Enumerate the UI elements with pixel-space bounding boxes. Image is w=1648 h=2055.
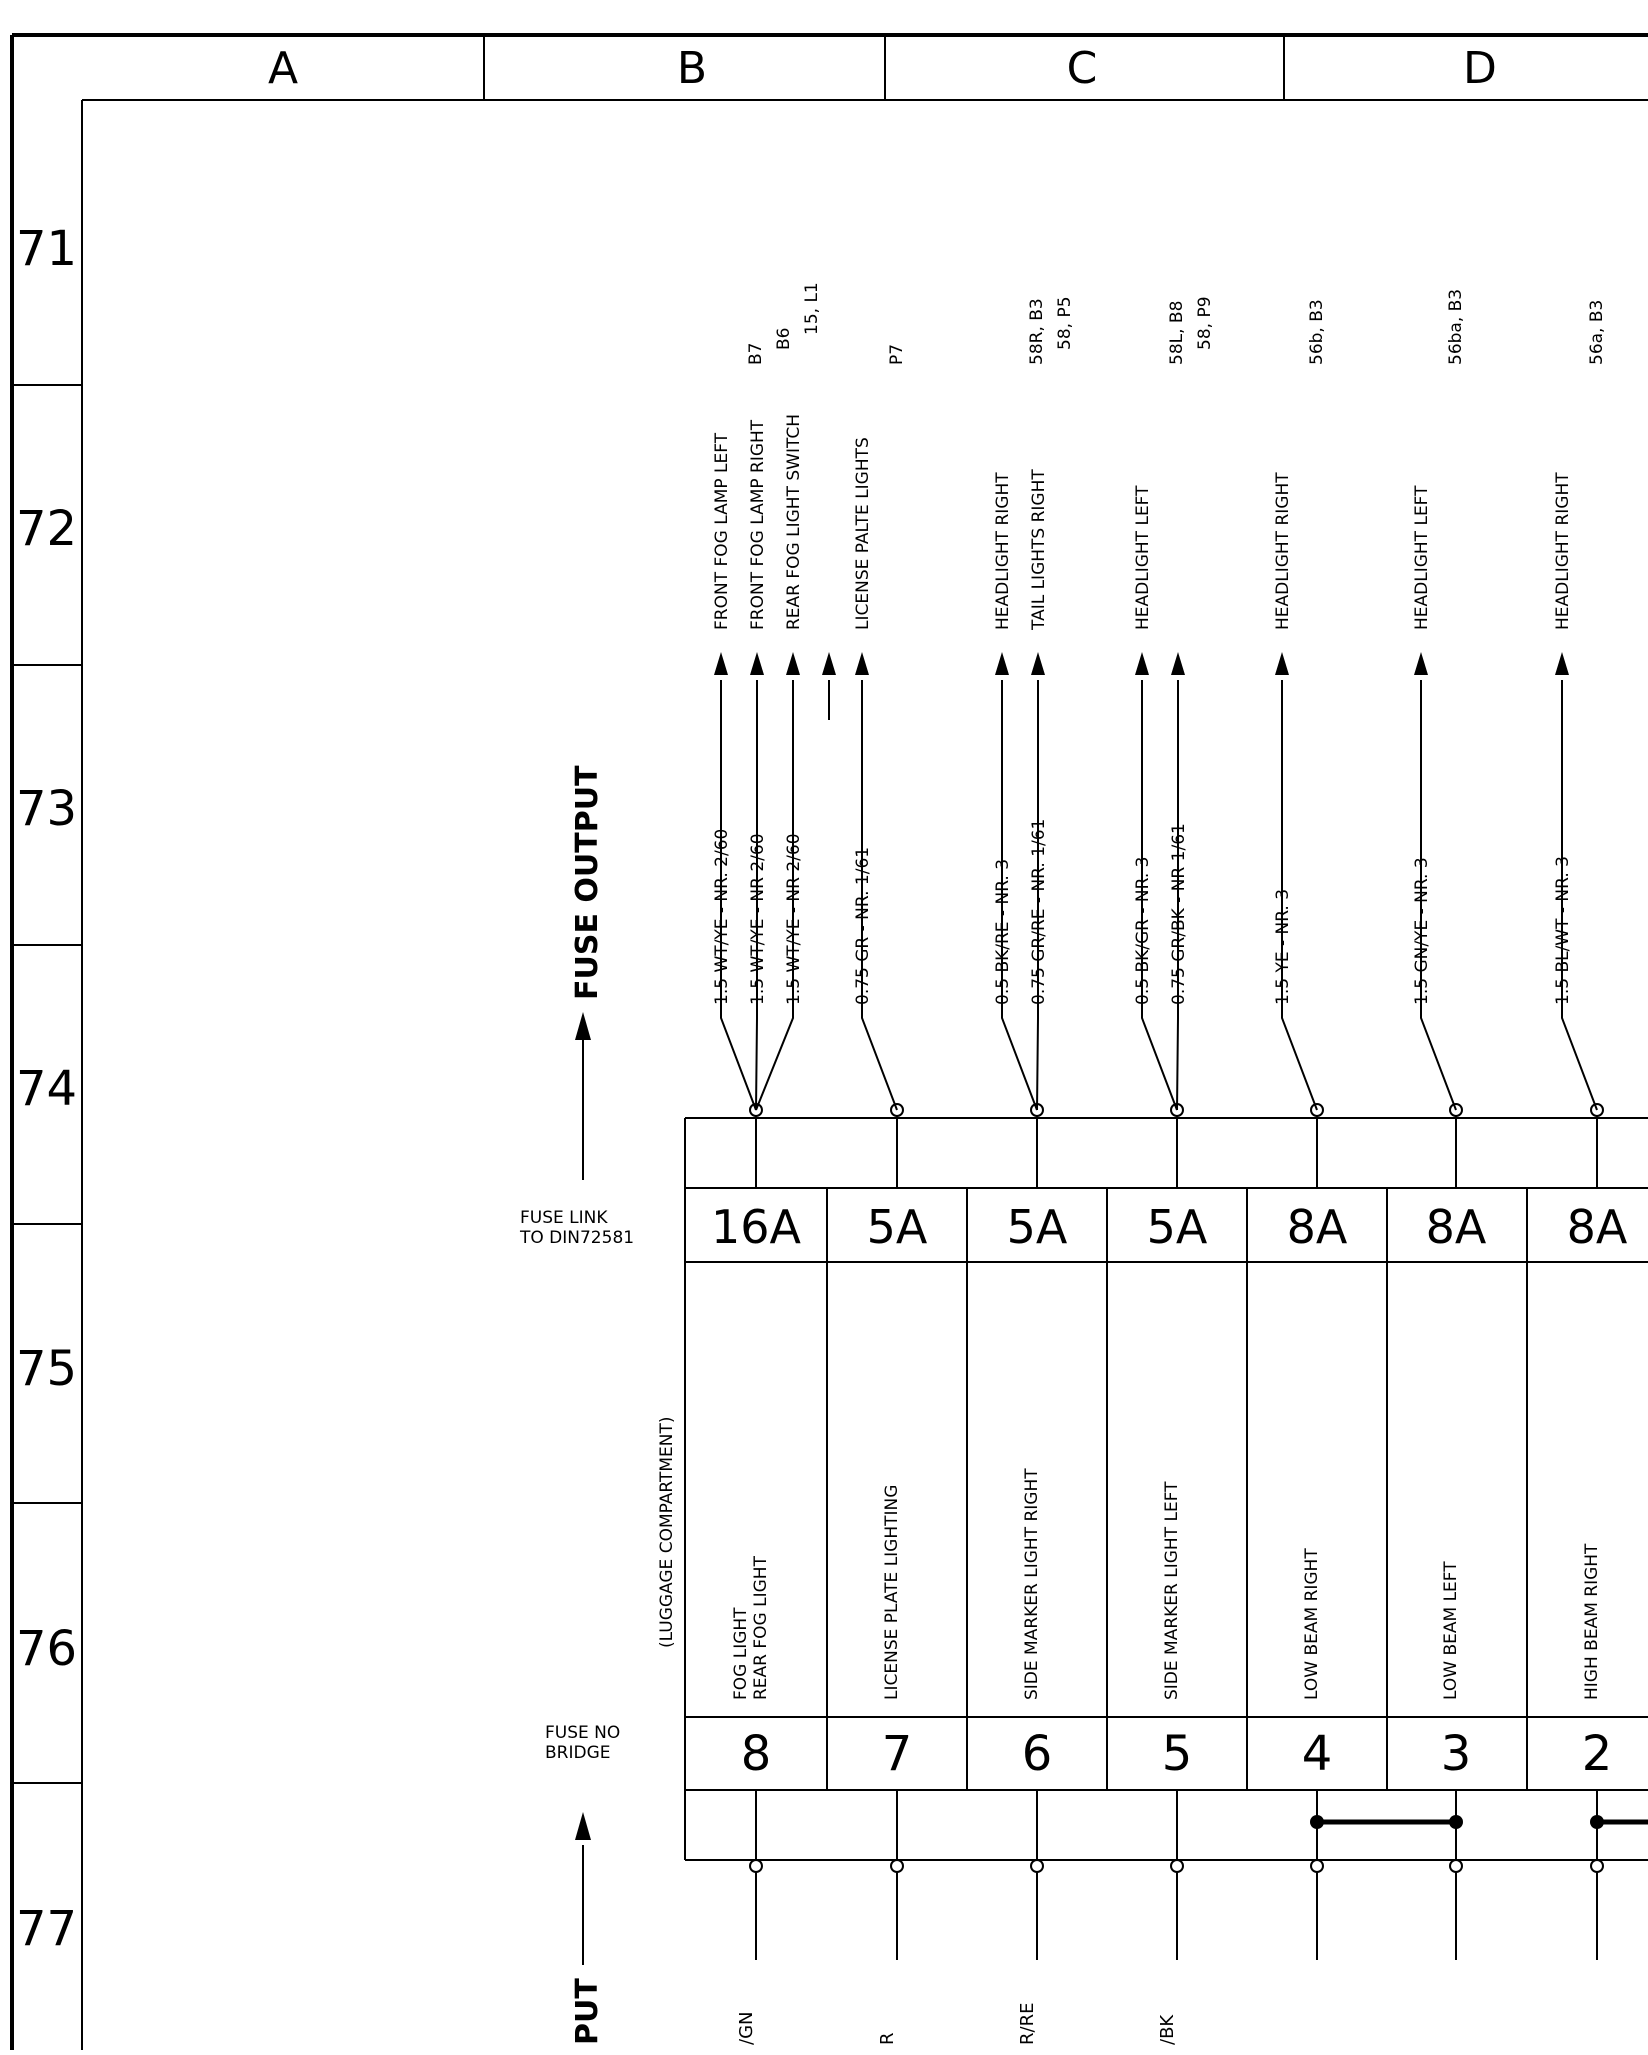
- fuse-link-note: [519, 1208, 634, 1248]
- column-headers: [268, 43, 1497, 94]
- arrow-up: [1171, 652, 1185, 675]
- column-letter-d: D: [1463, 43, 1497, 94]
- terminal-bottom: [1591, 1860, 1603, 1872]
- destination-label: HEADLIGHT RIGHT: [1553, 472, 1573, 630]
- fuse-number: 6: [1021, 1726, 1053, 1782]
- fuse-description: SIDE MARKER LIGHT RIGHT: [1022, 1468, 1042, 1700]
- arrow-up: [1135, 652, 1149, 675]
- arrow-up: [1275, 652, 1289, 675]
- column-letter-a: A: [267, 43, 299, 94]
- row-number-76: 76: [16, 1621, 78, 1677]
- reference-label: B7: [746, 342, 766, 365]
- fuse-description: REAR FOG LIGHT: [751, 1556, 771, 1700]
- destination-label: FRONT FOG LAMP RIGHT: [748, 419, 768, 630]
- terminal-bottom: [1031, 1860, 1043, 1872]
- destination-label: HEADLIGHT LEFT: [1412, 485, 1432, 630]
- fuse-number: 7: [881, 1726, 913, 1782]
- wire-label: 1.5 WT/YE - NR 2/60: [748, 833, 768, 1005]
- row-number-74: 74: [16, 1061, 78, 1117]
- wire-label: 0.5 BK/RE - NR. 3: [993, 858, 1013, 1005]
- arrow-up: [822, 652, 836, 675]
- input-wire-label: R: [877, 2032, 898, 2045]
- wire-label: 1.5 WT/YE - NR. 2/60: [712, 828, 732, 1005]
- terminal-bottom: [1171, 1860, 1183, 1872]
- input-wire-label: /GN: [736, 2011, 757, 2045]
- wire-label: 1.5 WT/YE - NR 2/60: [784, 833, 804, 1005]
- arrow-up: [995, 652, 1009, 675]
- destination-label: FRONT FOG LAMP LEFT: [712, 432, 732, 630]
- reference-label: 58L, B8: [1167, 300, 1187, 365]
- fuse-output-label: FUSE OUTPUT: [570, 765, 605, 1000]
- fuse-number: 4: [1301, 1726, 1333, 1782]
- arrow-up: [714, 652, 728, 675]
- reference-label: 56b, B3: [1307, 299, 1327, 365]
- arrow-up: [786, 652, 800, 675]
- fuse-rating: 16A: [710, 1200, 802, 1254]
- destination-label: LICENSE PALTE LIGHTS: [853, 437, 873, 630]
- row-number-72: 72: [16, 501, 78, 557]
- fuse-rating: 8A: [1286, 1200, 1348, 1254]
- arrow-up: [1414, 652, 1428, 675]
- fuse-rating: 5A: [1146, 1200, 1208, 1254]
- column-letter-b: B: [676, 43, 708, 94]
- fuse-input-label: PUT: [570, 1978, 605, 2045]
- arrow-up: [1031, 652, 1045, 675]
- fuse-rating: 5A: [1006, 1200, 1068, 1254]
- compartment-label: (LUGGAGE COMPARTMENT): [657, 1416, 677, 1648]
- row-number-71: 71: [16, 221, 78, 277]
- reference-label: 58, P5: [1055, 296, 1075, 350]
- wire-label: 0.75 GR/RE - NR. 1/61: [1029, 818, 1049, 1005]
- reference-label: 58, P9: [1195, 296, 1215, 350]
- arrow-up: [855, 652, 869, 675]
- wire-label: 0.5 BK/GR - NR. 3: [1133, 856, 1153, 1005]
- fuse-input-indicator: [570, 1812, 605, 2045]
- reference-label: 58R, B3: [1027, 298, 1047, 365]
- fuse-rating: 8A: [1425, 1200, 1487, 1254]
- fuse-rating: 5A: [866, 1200, 928, 1254]
- input-wire-label: R/RE: [1017, 2002, 1038, 2045]
- wire-label: 0.75 GR - NR. 1/61: [853, 846, 873, 1005]
- wire-label: 1.5 GN/YE - NR. 3: [1412, 857, 1432, 1005]
- fuse-number: 8: [740, 1726, 772, 1782]
- fuse-no-note: [545, 1723, 620, 1763]
- reference-label: 56ba, B3: [1446, 288, 1466, 365]
- fuse-2: [1553, 300, 1628, 1960]
- wire-label: 0.75 GR/BK - NR 1/61: [1169, 823, 1189, 1005]
- wire-label: 1.5 BL/WT - NR. 3: [1553, 856, 1573, 1005]
- fuse-number: 2: [1581, 1726, 1613, 1782]
- fuse-columns: [711, 282, 1628, 2045]
- row-number-77: 77: [16, 1901, 78, 1957]
- terminal-bottom: [750, 1860, 762, 1872]
- fuse-description: LICENSE PLATE LIGHTING: [882, 1484, 902, 1700]
- fuse-no-label-line1: FUSE NO: [545, 1723, 621, 1743]
- fuse-8: [711, 282, 836, 2045]
- fuse-number: 5: [1161, 1726, 1193, 1782]
- fuse-4: [1273, 299, 1348, 1960]
- fuse-number: 3: [1440, 1726, 1472, 1782]
- row-numbers: [16, 221, 77, 1957]
- row-number-73: 73: [16, 781, 78, 837]
- input-wire-label: /BK: [1157, 2014, 1178, 2045]
- destination-label: HEADLIGHT RIGHT: [1273, 472, 1293, 630]
- fuse-description: SIDE MARKER LIGHT LEFT: [1162, 1481, 1182, 1700]
- fuse-description: FOG LIGHT: [731, 1607, 751, 1700]
- arrow-up: [1555, 652, 1569, 675]
- terminal-bottom: [891, 1860, 903, 1872]
- destination-label: HEADLIGHT LEFT: [1133, 485, 1153, 630]
- destination-label: TAIL LIGHTS RIGHT: [1029, 469, 1049, 630]
- fuse-description: HIGH BEAM RIGHT: [1582, 1543, 1602, 1700]
- destination-label: HEADLIGHT RIGHT: [993, 472, 1013, 630]
- fuse-no-label-line2: BRIDGE: [545, 1743, 611, 1763]
- fuse-6: [993, 296, 1075, 2045]
- reference-label: B6: [774, 327, 794, 350]
- sheet-frame: [12, 35, 1648, 2050]
- reference-label: P7: [887, 343, 907, 365]
- fuse-link-label-line2: TO DIN72581: [520, 1228, 635, 1248]
- wire-label: 1.5 YE - NR. 3: [1273, 888, 1293, 1005]
- fuse-5: [1133, 296, 1215, 2045]
- fuse-rating: 8A: [1566, 1200, 1628, 1254]
- reference-label: 15, L1: [802, 282, 822, 335]
- fuse-output-indicator: [570, 765, 605, 1180]
- reference-label: 56a, B3: [1587, 299, 1607, 365]
- fuse-link-label-line1: FUSE LINK: [520, 1208, 608, 1228]
- arrow-up: [750, 652, 764, 675]
- fuse-description: LOW BEAM RIGHT: [1302, 1548, 1322, 1700]
- fuse-description: LOW BEAM LEFT: [1441, 1561, 1461, 1700]
- terminal-bottom: [1311, 1860, 1323, 1872]
- terminal-bottom: [1450, 1860, 1462, 1872]
- row-number-75: 75: [16, 1341, 78, 1397]
- fuse-3: [1412, 289, 1487, 1960]
- column-letter-c: C: [1066, 43, 1098, 94]
- destination-label: REAR FOG LIGHT SWITCH: [784, 413, 804, 630]
